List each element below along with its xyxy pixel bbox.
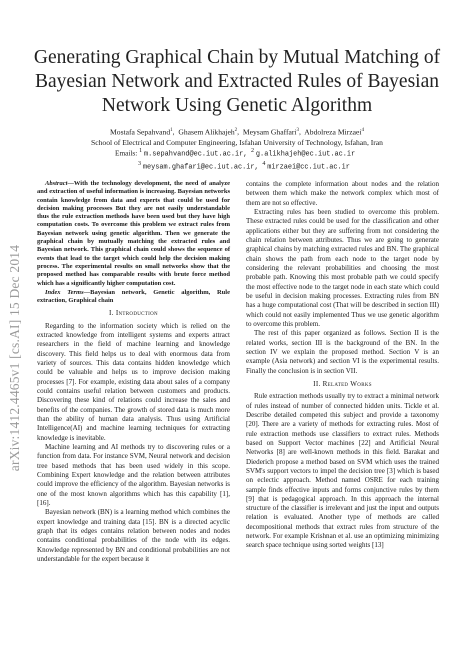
author-name: Ghasem Alikhajeh (178, 127, 235, 137)
author-block: Mostafa Sepahvand$^1$, Ghasem Alikhajeh$^2$, Meysam Ghaffari$^3$, Abdolreza Mirzaei$^4$ School of Electrical and Computer Engineering, Isfahan University of Technology, Isfahan, Iran (20, 126, 454, 148)
email-address[interactable]: meysam.ghafari@ec.iut.ac.ir, (142, 163, 259, 172)
author-mark: 3 (296, 128, 300, 133)
affiliation: School of Electrical and Computer Engineering, Isfahan University of Technology, Isfahan, Iran (91, 137, 383, 147)
paragraph: contains the complete information about nodes and the relation between them which make the network complex which most of them are not so effective. (246, 180, 439, 207)
email-address[interactable]: mirzaei@cc.iut.ac.ir (267, 163, 350, 172)
section-heading: I. Introduction (109, 309, 158, 318)
email-address[interactable]: m.sepahvand@ec.iut.ac.ir, (144, 150, 248, 159)
abstract-text: —With the technology development, the need of analyze and extraction of useful information is increasing. Bayesian networks contain knowledge from data and experts that could be used for decision making processes But they are not easily understandable thus the rule extraction methods have been used but they have high computation costs. To overcome this problem we extract rules from Bayesian network using genetic algorithm. Then we generate the graphical chain by mutually matching the extracted rules and Bayesian network. This graphical chain could shows the sequence of events that lead to the target which could help the decision making process. The experimental results on small networks show that the proposed method has comparable results with brute force method which has a significantly higher computation cost. (37, 180, 230, 287)
emails-label: Emails: (115, 148, 138, 158)
author-name: Meysam Ghaffari (242, 127, 297, 137)
author-mark: 4 (361, 128, 364, 133)
author-mark: 1 (170, 128, 173, 133)
paragraph: The rest of this paper organized as follows. Section II is the related works, section III is the background of the BN. In the section IV we explain the proposed method. Section V is an example (Asia network) and section VI is the experimental results. Finally the conclusion is in section VII. (246, 329, 439, 375)
paragraph: Rule extraction methods usually try to extract a minimal network of rules instead of number of connected hidden units. Tickle et al. Describe detailed competed this subject and provide a taxonomy [20]. There are a variety of methods for extracting rules. Most of rule extraction methods use classifiers to extract rules. Methods based on Support Vector machines [22] and Artificial Neural Networks [8] are well-known methods in this field. Barakat and Diederich propose a method based on SVM which uses the trained SVM's support vectors to impel the decision tree [3] which is based on eclectic approach. Method named OSRE for each training sample finds effective inputs and forms conjunctive rules by them [9] that is pedagogical approach. In this approach the internal structure of the classifier is irrelevant and just the input and outputs relation is evaluated. Another type of methods are called decompositional methods that extract rules from structure of the network. For example Krishnan et al. use an optimizing minimizing search space technique using sorted weights [13] (246, 392, 439, 550)
author-name: Mostafa Sepahvand (110, 127, 171, 137)
section-heading: II. Related Works (313, 379, 372, 388)
email-block (115, 147, 445, 173)
email-mark: 4 (262, 160, 266, 167)
email-mark: 2 (251, 148, 255, 154)
email-mark: 3 (138, 160, 142, 167)
abstract (37, 180, 230, 288)
right-column (246, 180, 439, 551)
author-mark: 2 (234, 128, 238, 133)
paragraph: Regarding to the information society which is relied on the extracted knowledge from intelligent systems and experts attract researchers in the field of machine learning and knowledge discovery. This field helps us to deal with enormous data from variety of sources. This data contains hidden knowledge which could be valuable and helps us to improve decision making processes [7]. For example, existing data about sales of a company could contains useful relation between customers and products. Discovering these kind of relations could increase the sales and benefits of the companies. The growth of stored data is much more than the ability of human data analysis. Thus using Artificial Intelligence(AI) and machine learning techniques for extracting knowledge is inevitable. (37, 321, 230, 442)
abstract-label: Abstract (45, 180, 68, 187)
index-terms (37, 289, 230, 306)
paragraph: Machine learning and AI methods try to discovering rules or a function from data. For instance SVM, Neural network and decision tree based methods that has been used widely in this scope. Combining Expert knowledge and the relation between attributes could improve the efficiency of the algorithm. Bayesian networks is one of the most known algorithms which has this capability [1], [16]. (37, 443, 230, 508)
email-address[interactable]: g.alikhajeh@ec.iut.ac.ir (255, 150, 356, 159)
email-mark: 1 (139, 148, 143, 154)
arxiv-stamp: arXiv:1412.4465v1 [cs.AI] 15 Dec 2014 (7, 244, 22, 472)
index-terms-label: Index Terms (45, 288, 84, 296)
index-terms-text: —Bayesian network, Genetic algorithm, Rule extraction, Graphical chain (37, 288, 230, 305)
paragraph: Extracting rules has been studied to overcome this problem. These extracted rules could be used for the classification and other applications either but they are suffering from not considering the chain relation between attributes. Thus we are going to generate graphical chains by matching extracted rules and BN. The graphical chain shows the path from each node to the target node by considering the relevant probabilities and choosing the most probable path. Knowing this most probable path we could specify the most effective node to the target node in each state which could be useful in decision making processes. Extracting rules from BN has a huge computational cost (That will be described in section III) which could not easily implemented Thus we use genetic algorithm to overcome this problem. (246, 207, 439, 328)
left-column (37, 180, 230, 564)
author-name: Abdolreza Mirzaei (304, 127, 362, 137)
paper-title: Generating Graphical Chain by Mutual Matching of Bayesian Network and Extracted Rules of Bayesian Network Using Genetic Algorithm (33, 47, 441, 116)
paragraph: Bayesian network (BN) is a learning method which combines the expert knowledge and training data [15]. BN is a directed acyclic graph that its edges contains relation between nodes and nodes contains conditional probabilities of the node with its edges. Knowledge represented by BN and conditional probabilities are not understandable for the expert because it (37, 508, 230, 563)
